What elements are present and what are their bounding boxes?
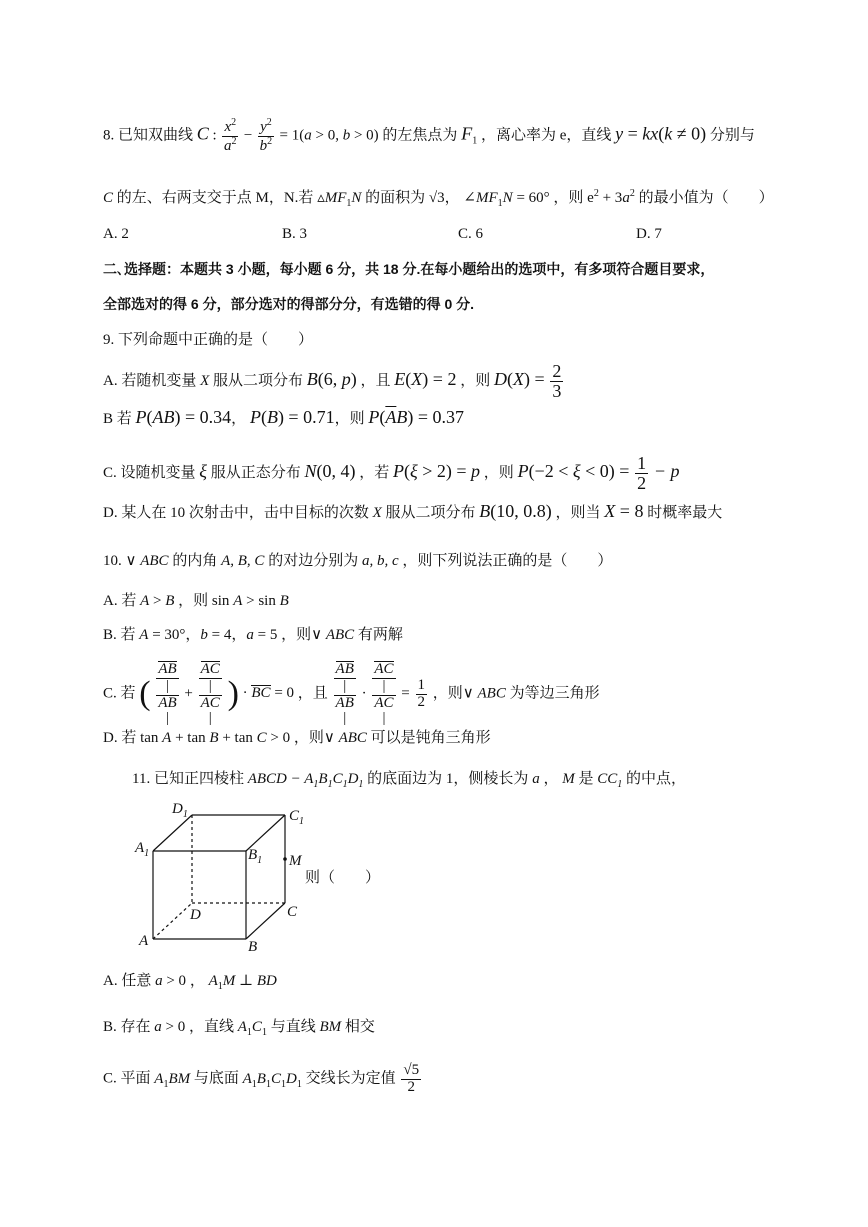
math: sin A > sin B: [211, 593, 289, 609]
math: X = 8: [604, 501, 644, 521]
math: C: [103, 190, 114, 206]
q9-text: 时概率最大: [647, 505, 723, 521]
q9-text: D. 某人在 10 次射击中，击中目标的次数: [103, 505, 369, 521]
q9-text: ，若: [359, 464, 390, 481]
math: X: [200, 372, 210, 389]
label-b: B: [248, 939, 258, 955]
math: √3: [428, 190, 445, 206]
q11-text: ，: [543, 771, 559, 787]
label-b1: $B_1$: [248, 847, 263, 866]
math: E(X) = 2: [394, 368, 457, 389]
q11-text: 与直线: [270, 1019, 316, 1035]
math-frac: $\frac{1}{2}$: [637, 453, 647, 493]
math: A, B, C: [221, 553, 265, 569]
q10-text: ，则∨: [281, 627, 323, 643]
label-c: C: [287, 904, 298, 920]
q11-ze: 则（ ）: [305, 870, 381, 886]
q11-stem: [132, 767, 686, 790]
q10-text: C. 若: [103, 685, 136, 702]
q11-text: 交线长为定值: [305, 1070, 396, 1087]
q9-text: B 若: [103, 411, 132, 427]
math: C: [196, 123, 209, 144]
math: ABC: [140, 553, 169, 569]
q10-option-a: [103, 589, 289, 610]
math: (: [139, 675, 151, 712]
math-frac: AB | AB |: [335, 661, 354, 727]
math: $A_1BM$: [154, 1070, 191, 1090]
math-frac: AC | AC |: [374, 661, 394, 727]
math: $A_1B_1C_1D_1$: [242, 1070, 302, 1090]
math: a > 0: [154, 1019, 186, 1035]
label-d: D: [190, 907, 201, 923]
q11-text: C. 平面: [103, 1070, 151, 1087]
label-a1: $A_1$: [135, 840, 150, 859]
point-m: [283, 857, 287, 861]
q8-line1: 8. 已知双曲线 C : $\frac{x^2}{a^2}$ − $\frac{y^2}{b^2}$ = 1(a > 0, b > 0) 的左焦点为 $F_1$ ，离心率为 e，直线 y = kx(k ≠ 0) 分别与: [103, 117, 755, 154]
q10-text: 的对边分别为: [268, 553, 359, 569]
q11-text: 的中点，: [625, 771, 686, 787]
q8-text: ，则: [553, 190, 584, 206]
edge: [153, 815, 192, 851]
edge: [246, 903, 285, 939]
math-frac: $\frac{y^2}{b^2}$: [259, 117, 273, 154]
math: $\angle MF_1N = 60^\circ$: [463, 190, 550, 209]
math: − p: [653, 460, 680, 481]
math: $e^2 + 3a^2$: [587, 188, 635, 206]
q11-text: B. 存在: [103, 1019, 151, 1035]
q10-stem: [103, 549, 612, 570]
math-frac: AC | AC |: [200, 661, 220, 727]
q10-text: D. 若: [103, 730, 137, 746]
q9-option-c: [103, 454, 680, 493]
q10-option-c: C. 若 ( AB | AB | + AC | AC | ) · BC = 0 ，且 AB | AB | · AC | AC | = $\frac{1}{2}$ ，则∨ ABC 为等边三角形: [103, 661, 600, 727]
q11-option-a: [103, 969, 277, 992]
math: $A_1C_1$: [237, 1019, 267, 1038]
math: a > 0: [155, 973, 187, 989]
q10-text: B. 若: [103, 627, 136, 643]
q8-text: 已知双曲线: [118, 127, 194, 144]
q11-text: 的底面边为 1，侧棱长为: [367, 771, 529, 787]
q10-text: 10. ∨: [103, 553, 137, 569]
math: $▵MF_1N$: [317, 190, 362, 209]
q11-text: 相交: [344, 1019, 375, 1035]
math-frac: $\frac{2}{3}$: [552, 361, 562, 401]
q8-option-d: D. 7: [636, 226, 662, 242]
q9-option-d: [103, 501, 722, 522]
q9-option-b: B 若 P(AB) = 0.34， P(B) = 0.71，则 $P(\overline{A}B) = 0.37$: [103, 407, 465, 427]
q9-text: A. 若随机变量: [103, 372, 197, 389]
math: ABC: [325, 627, 355, 643]
q10-option-d: [103, 726, 491, 747]
q8-text: ，离心率为 e，直线: [480, 127, 612, 144]
q10-text: A. 若: [103, 593, 137, 609]
section2-line1: 二､选择题：本题共 3 小题，每小题 6 分，共 18 分.在每小题给出的选项中，有多项符合题目要求，: [103, 261, 715, 277]
q11-text: 11. 已知正四棱柱: [132, 771, 244, 787]
math: ABCD − $A_1B_1C_1D_1$: [247, 771, 364, 790]
q8-line2: C 的左、右两支交于点 M，N.若 $▵MF_1N$ 的面积为 √3， $\angle MF_1N = 60^\circ$ ，则 $e^2 + 3a^2$ 的最小值为（ ）: [103, 188, 774, 209]
q8-option-a: A. 2: [103, 226, 129, 242]
q10-text: 的内角: [172, 553, 218, 569]
math: ABC: [338, 730, 367, 746]
q10-text: ，则∨: [293, 730, 335, 746]
math: ABC: [477, 685, 506, 702]
q9-option-a: [103, 362, 565, 401]
math: ξ: [199, 460, 207, 481]
math: $A_1M$ ⊥ BD: [208, 973, 277, 992]
math: ): [227, 675, 239, 712]
math: P(AB) = 0.34: [135, 407, 232, 427]
math: · BC = 0: [242, 685, 295, 702]
math-frac: $\frac{x^2}{a^2}$: [224, 117, 237, 154]
math: P(B) = 0.71: [249, 407, 335, 427]
math: a: [532, 771, 540, 787]
math: M: [562, 771, 575, 787]
math: $CC_1$: [597, 771, 623, 790]
prism-figure: [128, 795, 328, 955]
math: A = 30°，b = 4，a = 5: [139, 627, 278, 643]
q9-text: ，则当: [555, 505, 601, 521]
math: D(X) =: [493, 368, 545, 389]
math: P(−2 < ξ < 0) =: [517, 460, 630, 481]
section2-line2: 全部选对的得 6 分，部分选对的得部分分，有选错的得 0 分.: [103, 296, 475, 312]
q11-text: ，直线: [188, 1019, 234, 1035]
q9-text: C. 设随机变量: [103, 464, 196, 481]
q9-text: ，则: [460, 372, 491, 389]
q8-text: 分别与: [709, 127, 755, 144]
q8-text: 的面积为: [365, 190, 426, 206]
q9-text: ，则: [483, 464, 514, 481]
math: a, b, c: [361, 553, 399, 569]
edge: [246, 815, 285, 851]
q10-text: ，则: [178, 593, 209, 609]
q11-text: A. 任意: [103, 973, 152, 989]
math-frac: $\frac{√5}{2}$: [403, 1062, 420, 1095]
q11-text: ，: [189, 973, 205, 989]
math: P(ξ > 2) = p: [393, 460, 481, 481]
math: tan A + tan B + tan C > 0: [140, 730, 291, 746]
math: X: [372, 505, 382, 521]
math: B(10, 0.8): [479, 501, 552, 521]
q10-text: ，且: [297, 685, 328, 702]
math: B(6, p): [306, 368, 357, 389]
q8-text: 的最小值为（ ）: [638, 190, 774, 206]
q10-text: ，则下列说法正确的是（ ）: [402, 553, 613, 569]
q8-text: 的左焦点为: [382, 127, 458, 144]
math-frac: $\frac{1}{2}$: [417, 676, 426, 710]
q9-text: ，且: [360, 372, 391, 389]
q11-option-c: [103, 1063, 423, 1096]
q11-text: 与底面: [193, 1070, 239, 1087]
hidden-edge: [153, 903, 192, 939]
q8-text: 的左、右两支交于点 M，N.若: [116, 190, 314, 206]
math: = 1(a > 0, b > 0): [279, 127, 379, 144]
q10-text: 为等边三角形: [509, 685, 600, 702]
q9-text: 服从正态分布: [210, 464, 301, 481]
q10-text: ，则∨: [432, 685, 474, 702]
q8-number: 8.: [103, 127, 115, 144]
math-frac: AB | AB |: [158, 661, 177, 727]
q9-text: 服从二项分布: [385, 505, 476, 521]
q9-text: 服从二项分布: [213, 372, 304, 389]
q10-option-b: [103, 623, 403, 644]
q11-text: 是: [578, 771, 594, 787]
math: y = kx(k ≠ 0): [615, 123, 707, 144]
q8-option-c: C. 6: [458, 226, 484, 242]
label-a: A: [139, 933, 149, 949]
math: N(0, 4): [304, 460, 356, 481]
q8-option-b: B. 3: [282, 226, 308, 242]
q11-option-b: [103, 1015, 375, 1038]
q9-stem: 9. 下列命题中正确的是（ ）: [103, 332, 314, 348]
math: A > B: [140, 593, 175, 609]
math: $P(\overline{A}B) = 0.37$: [368, 407, 465, 427]
q10-text: 有两解: [357, 627, 403, 643]
math: BM: [319, 1019, 342, 1035]
label-m: M: [289, 853, 302, 869]
label-d1: $D_1$: [172, 801, 188, 820]
label-c1: $C_1$: [289, 808, 305, 827]
q10-text: 可以是钝角三角形: [370, 730, 491, 746]
math: F: [461, 123, 473, 144]
